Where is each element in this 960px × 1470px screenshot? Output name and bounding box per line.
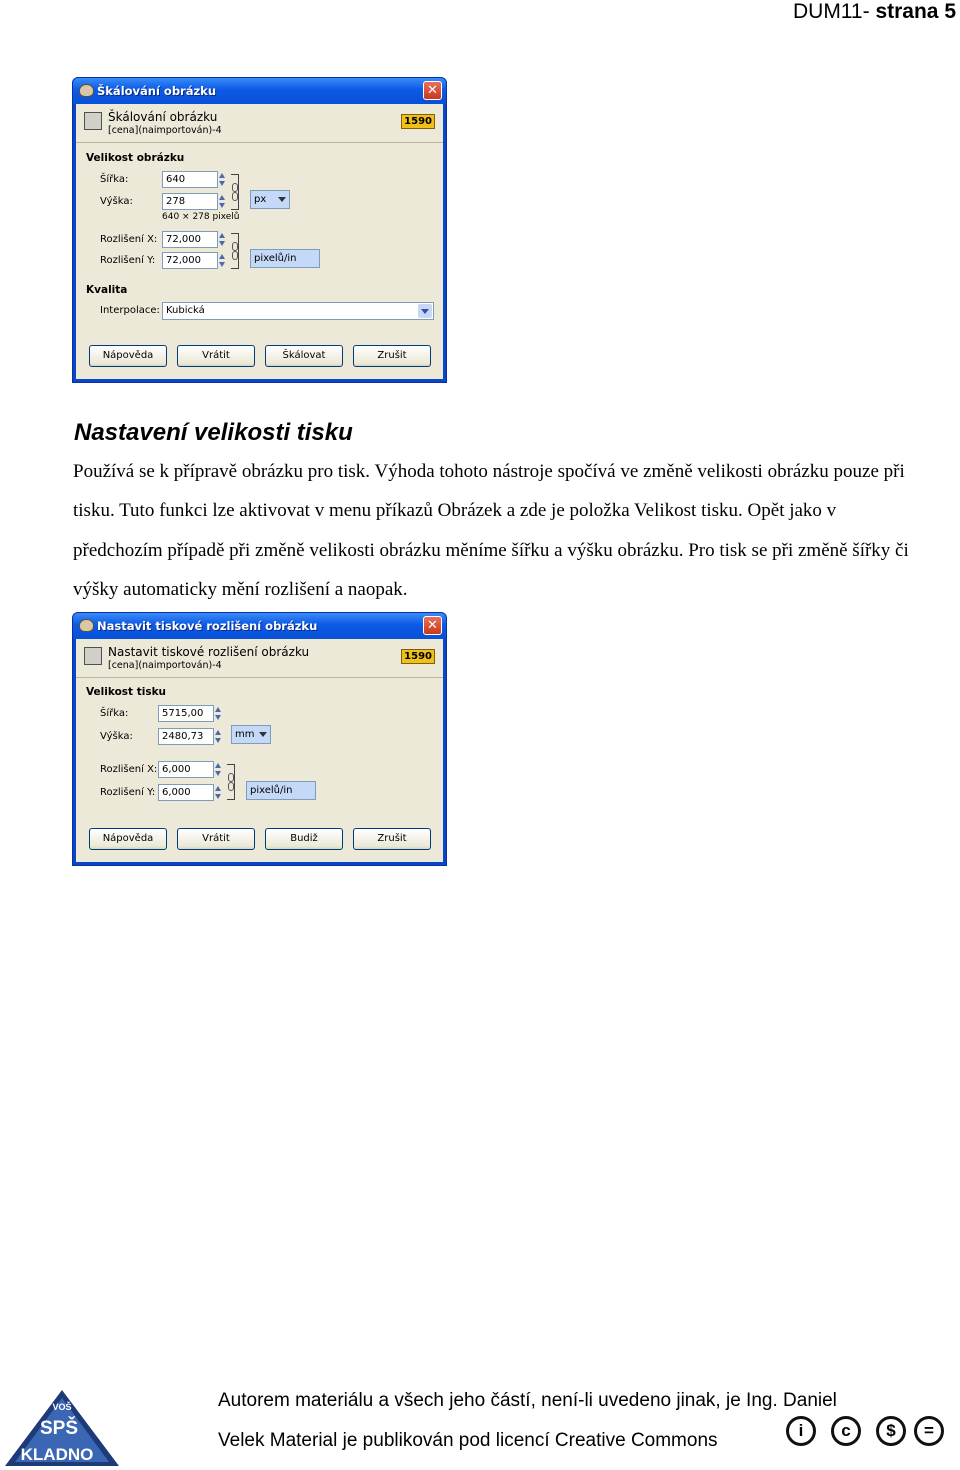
section-quality: Kvalita bbox=[86, 284, 128, 296]
yres-input[interactable]: 6,000 bbox=[158, 784, 214, 801]
height-label: Výška: bbox=[100, 196, 133, 207]
res-unit-select[interactable] bbox=[246, 781, 316, 800]
scale-button[interactable]: Škálovat bbox=[265, 345, 343, 367]
chevron-down-icon bbox=[259, 732, 267, 737]
cc-no-dollar-icon: $ bbox=[876, 1416, 906, 1446]
dialog-titlebar[interactable] bbox=[73, 78, 446, 104]
logo-bottom-text: KLADNO bbox=[20, 1445, 94, 1464]
image-name: [cena](naimportován)-4 bbox=[108, 125, 222, 136]
print-size-dialog bbox=[72, 612, 447, 866]
res-unit-select[interactable] bbox=[250, 249, 320, 268]
cc-nc-icon: c bbox=[831, 1416, 861, 1446]
body-paragraph: Používá se k přípravě obrázku pro tisk. Výhoda tohoto nástroje spočívá ve změně velikosti obrázku pouze při tisku. Tuto funkci lze aktivovat v menu příkazů Obrázek a zde je položka Velikost tisku. Opět jako v předchozím případě při změně velikosti obrázku měníme šířku a výšku obrázku. Pro tisk se při změně šířky či výšky automaticky mění rozlišení a naopak. bbox=[73, 461, 909, 601]
image-name: [cena](naimportován)-4 bbox=[108, 660, 222, 671]
image-thumbnail-badge: 1590 bbox=[401, 649, 435, 664]
cc-by-icon: i bbox=[786, 1416, 816, 1446]
section-heading: Nastavení velikosti tisku bbox=[74, 419, 353, 446]
dialog-title: Škálování obrázku bbox=[97, 84, 217, 98]
size-unit-value: px bbox=[254, 194, 267, 205]
footer-author: Autorem materiálu a všech jeho částí, není-li uvedeno jinak, je Ing. Daniel bbox=[218, 1390, 837, 1411]
dialog-body bbox=[76, 104, 443, 379]
interpolation-label: Interpolace: bbox=[100, 305, 160, 316]
cancel-button[interactable]: Zrušit bbox=[353, 828, 431, 850]
scale-image-dialog bbox=[72, 77, 447, 383]
dialog-title: Nastavit tiskové rozlišení obrázku bbox=[97, 619, 318, 633]
size-info: 640 × 278 pixelů bbox=[162, 212, 240, 222]
width-label: Šířka: bbox=[100, 174, 129, 185]
yres-spin-arrows[interactable] bbox=[218, 252, 227, 269]
yres-spin-arrows[interactable] bbox=[214, 784, 223, 801]
width-input[interactable]: 5715,00 bbox=[158, 705, 214, 722]
school-logo bbox=[3, 1388, 121, 1468]
close-icon[interactable]: ✕ bbox=[423, 616, 442, 635]
reset-button[interactable]: Vrátit bbox=[177, 345, 255, 367]
chain-link-icon[interactable] bbox=[231, 174, 239, 210]
height-input[interactable]: 278 bbox=[162, 193, 218, 210]
xres-label: Rozlišení X: bbox=[100, 764, 158, 775]
xres-label: Rozlišení X: bbox=[100, 234, 158, 245]
doc-id: DUM11- bbox=[792, 0, 870, 23]
help-button[interactable]: Nápověda bbox=[89, 828, 167, 850]
height-input[interactable]: 2480,73 bbox=[158, 728, 214, 745]
yres-label: Rozlišení Y: bbox=[100, 787, 156, 798]
width-spin-arrows[interactable] bbox=[214, 705, 223, 722]
logo-top-text: VOŠ bbox=[52, 1402, 72, 1412]
print-resolution-icon bbox=[84, 647, 102, 665]
interpolation-value: Kubická bbox=[166, 305, 205, 316]
yres-input[interactable]: 72,000 bbox=[162, 252, 218, 269]
width-spin-arrows[interactable] bbox=[218, 171, 227, 188]
res-unit-value: pixelů/in bbox=[254, 253, 297, 264]
chevron-down-icon bbox=[418, 304, 432, 318]
chevron-down-icon bbox=[278, 197, 286, 202]
scale-tool-icon bbox=[84, 112, 102, 130]
ok-button[interactable]: Budiž bbox=[265, 828, 343, 850]
logo-mid-text: SPŠ bbox=[39, 1418, 79, 1439]
width-input[interactable]: 640 bbox=[162, 171, 218, 188]
res-unit-value: pixelů/in bbox=[250, 785, 293, 796]
size-unit-select[interactable] bbox=[250, 190, 290, 209]
xres-spin-arrows[interactable] bbox=[214, 761, 223, 778]
close-icon[interactable]: ✕ bbox=[423, 81, 442, 100]
cancel-button[interactable]: Zrušit bbox=[353, 345, 431, 367]
cc-nd-icon: = bbox=[914, 1416, 944, 1446]
yres-label: Rozlišení Y: bbox=[100, 255, 156, 266]
height-spin-arrows[interactable] bbox=[218, 193, 227, 210]
xres-spin-arrows[interactable] bbox=[218, 231, 227, 248]
chain-link-icon[interactable] bbox=[227, 764, 235, 800]
page-number: strana 5 bbox=[875, 0, 956, 23]
image-thumbnail-badge: 1590 bbox=[401, 114, 435, 129]
size-unit-select[interactable] bbox=[231, 725, 271, 744]
dialog-header bbox=[76, 639, 443, 678]
res-chain-link-icon[interactable] bbox=[231, 233, 239, 269]
dialog-body bbox=[76, 639, 443, 862]
section-image-size: Velikost obrázku bbox=[86, 152, 185, 164]
height-label: Výška: bbox=[100, 731, 133, 742]
height-spin-arrows[interactable] bbox=[214, 728, 223, 745]
gimp-icon bbox=[79, 619, 94, 632]
gimp-icon bbox=[79, 84, 94, 97]
width-label: Šířka: bbox=[100, 708, 129, 719]
size-unit-value: mm bbox=[235, 729, 255, 740]
section-print-size: Velikost tisku bbox=[86, 686, 167, 698]
dialog-header bbox=[76, 104, 443, 143]
footer-license: Velek Material je publikován pod licencí Creative Commons bbox=[218, 1430, 718, 1451]
xres-input[interactable]: 72,000 bbox=[162, 231, 218, 248]
xres-input[interactable]: 6,000 bbox=[158, 761, 214, 778]
help-button[interactable]: Nápověda bbox=[89, 345, 167, 367]
dialog-subtitle: Škálování obrázku bbox=[108, 110, 218, 124]
reset-button[interactable]: Vrátit bbox=[177, 828, 255, 850]
interpolation-select[interactable] bbox=[162, 302, 434, 320]
page-header bbox=[793, 0, 956, 24]
dialog-subtitle: Nastavit tiskové rozlišení obrázku bbox=[108, 645, 310, 659]
dialog-titlebar[interactable] bbox=[73, 613, 446, 639]
